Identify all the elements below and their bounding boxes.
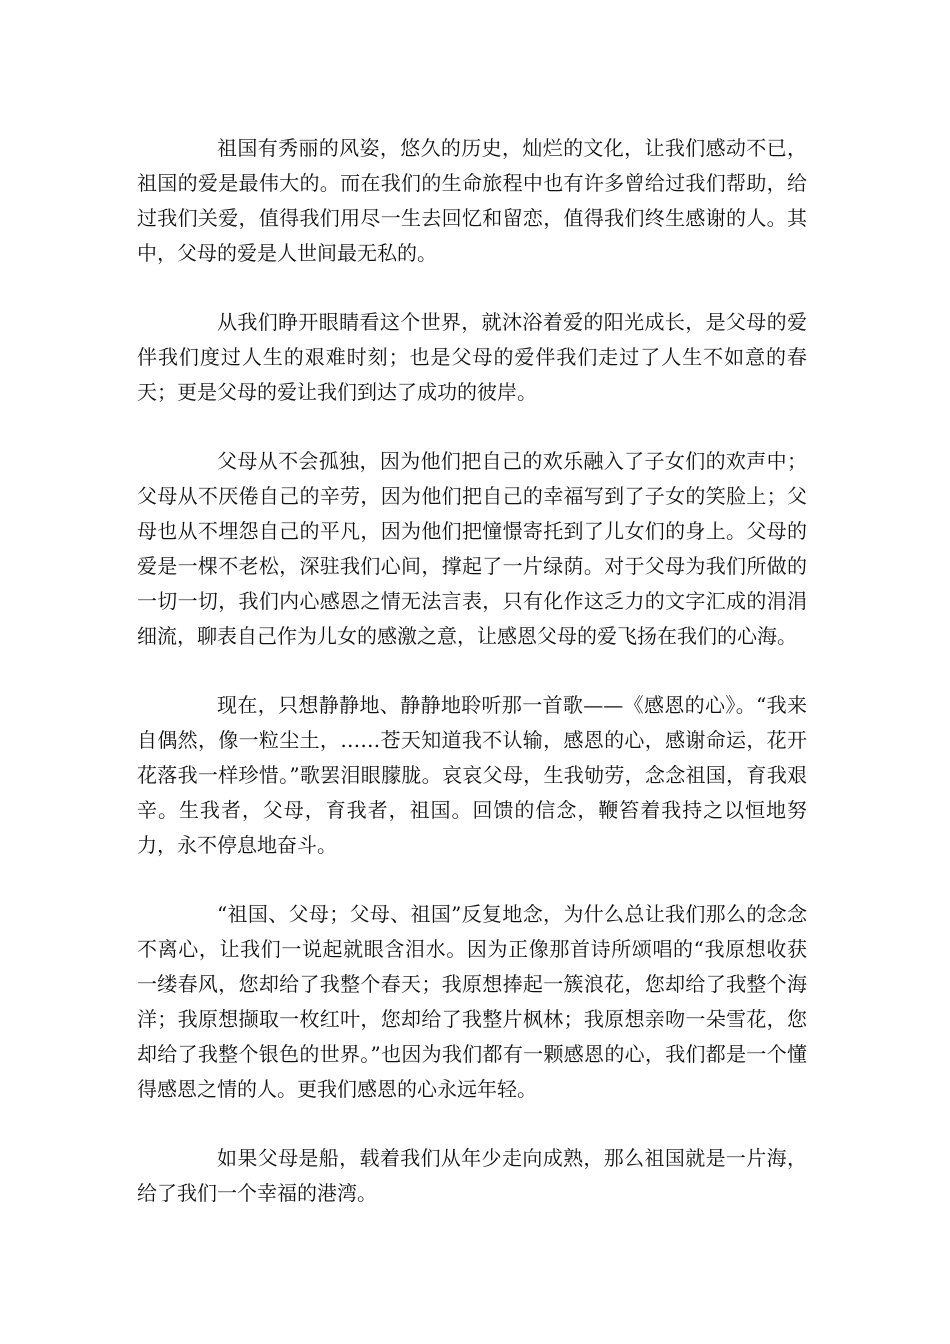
paragraph-2: 从我们睁开眼睛看这个世界，就沐浴着爱的阳光成长，是父母的爱伴我们度过人生的艰难时刻；也是父母的爱伴我们走过了人生不如意的春天；更是父母的爱让我们到达了成功的彼岸。 xyxy=(137,310,807,404)
paragraph-6: 如果父母是船，载着我们从年少走向成熟，那么祖国就是一片海，给了我们一个幸福的港湾。 xyxy=(137,1146,807,1205)
paragraph-3: 父母从不会孤独，因为他们把自己的欢乐融入了子女们的欢声中；父母从不厌倦自己的辛劳，因为他们把自己的幸福写到了子女的笑脸上；父母也从不埋怨自己的平凡，因为他们把憧憬寄托到了儿女们的身上。父母的爱是一棵不老松，深驻我们心间，撑起了一片绿荫。对于父母为我们所做的一切一切，我们内心感恩之情无法言表，只有化作这乏力的文字汇成的涓涓细流，聊表自己作为儿女的感激之意，让感恩父母的爱飞扬在我们的心海。 xyxy=(137,449,807,648)
document-body xyxy=(137,131,807,1211)
paragraph-5: “祖国、父母；父母、祖国”反复地念，为什么总让我们那么的念念不离心，让我们一说起就眼含泪水。因为正像那首诗所颂唱的“我原想收获一缕春风，您却给了我整个春天；我原想捧起一簇浪花，您却给了我整个海洋；我原想撷取一枚红叶，您却给了我整片枫林；我原想亲吻一朵雪花，您却给了我整个银色的世界。”也因为我们都有一颗感恩的心，我们都是一个懂得感恩之情的人。更我们感恩的心永远年轻。 xyxy=(137,902,807,1101)
paragraph-1: 祖国有秀丽的风姿，悠久的历史，灿烂的文化，让我们感动不已，祖国的爱是最伟大的。而在我们的生命旅程中也有许多曾给过我们帮助，给过我们关爱，值得我们用尽一生去回忆和留恋，值得我们终生感谢的人。其中，父母的爱是人世间最无私的。 xyxy=(137,136,807,265)
paragraph-4: 现在，只想静静地、静静地聆听那一首歌——《感恩的心》。“我来自偶然，像一粒尘土，……苍天知道我不认输，感恩的心，感谢命运，花开花落我一样珍惜。”歌罢泪眼朦胧。哀哀父母，生我劬劳，念念祖国，育我艰辛。生我者，父母，育我者，祖国。回馈的信念，鞭笞着我持之以恒地努力，永不停息地奋斗。 xyxy=(137,693,807,857)
